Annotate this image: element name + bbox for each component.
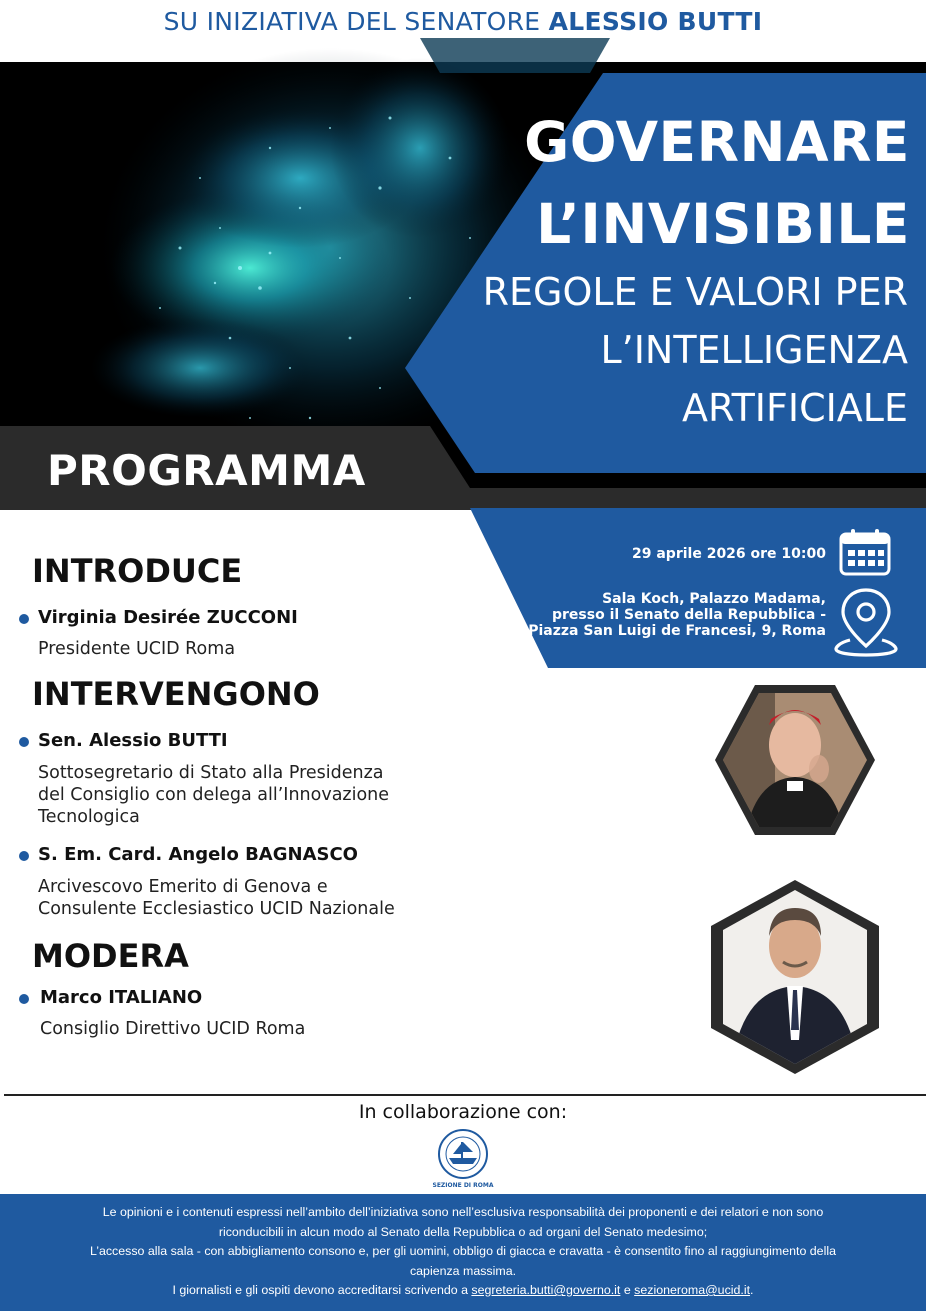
email-link-ucid[interactable]: sezioneroma@ucid.it [634,1283,751,1297]
initiative-line [0,0,926,42]
heading-intervengono: INTERVENGONO [32,675,320,713]
speaker-role-butti-3: Tecnologica [38,807,140,827]
collaboration-label: In collaborazione con: [358,1101,568,1123]
footer-line-5-mid: e [620,1283,635,1297]
portrait-italiano [711,880,879,1074]
bullet-dot-icon [19,614,29,624]
logo-caption: SEZIONE DI ROMA [432,1182,494,1189]
title-line-2: L’INVISIBILE [536,192,910,256]
event-venue-line-1: Sala Koch, Palazzo Madama, [602,591,826,607]
email-link-butti[interactable]: segreteria.butti@governo.it [471,1283,621,1297]
event-venue-line-2: presso il Senato della Repubblica - [552,607,826,623]
bullet-dot-icon [19,994,29,1004]
calendar-icon [838,528,892,578]
speaker-role-bagnasco-1: Arcivescovo Emerito di Genova e [38,877,328,897]
speaker-name-butti: Sen. Alessio BUTTI [38,730,228,751]
program-label: PROGRAMMA [47,446,366,495]
senator-name: ALESSIO BUTTI [548,7,763,36]
footer-line-2: riconducibili in alcun modo al Senato della Repubblica o ad organi del Senato medesimo; [218,1224,708,1239]
bullet-dot-icon [19,851,29,861]
footer-line-5-prefix: I giornalisti e gli ospiti devono accreditarsi scrivendo a [172,1283,472,1297]
speaker-role-butti-1: Sottosegretario di Stato alla Presidenza [38,763,384,783]
event-date: 29 aprile 2026 ore 10:00 [632,546,826,562]
speaker-role-butti-2: del Consiglio con delega all’Innovazione [38,785,390,805]
speaker-role-italiano: Consiglio Direttivo UCID Roma [40,1019,306,1039]
location-pin-icon [832,586,900,658]
footer-line-1: Le opinioni e i contenuti espressi nell’ambito dell’iniziativa sono nell’esclusiva responsabilità dei proponenti e dei relatori e non sono [102,1205,824,1219]
footer-line-3: L’accesso alla sala - con abbigliamento consono e, per gli uomini, obbligo di giacca e cravatta - è consentito fino al raggiungimento della [90,1244,836,1258]
subtitle-line-2: L’INTELLIGENZA [600,328,908,372]
heading-introduce: INTRODUCE [32,552,243,590]
speaker-name-zucconi: Virginia Desirée ZUCCONI [38,607,298,628]
bullet-dot-icon [19,737,29,747]
title-line-1: GOVERNARE [524,110,910,174]
portrait-bagnasco [715,683,875,837]
event-venue-line-3: Piazza San Luigi de Francesi, 9, Roma [528,623,826,639]
subtitle-line-3: ARTIFICIALE [681,386,908,430]
divider [4,1094,926,1096]
initiative-prefix: SU INIZIATIVA DEL SENATORE [163,7,549,36]
heading-modera: MODERA [32,937,189,975]
footer-disclaimer [40,1203,886,1301]
speaker-role-bagnasco-2: Consulente Ecclesiastico UCID Nazionale [38,899,395,919]
footer-line-5-suffix: . [750,1283,754,1297]
speaker-name-italiano: Marco ITALIANO [40,987,203,1008]
speaker-role-zucconi: Presidente UCID Roma [38,639,236,659]
speaker-name-bagnasco: S. Em. Card. Angelo BAGNASCO [38,844,358,865]
footer-line-5 [40,1281,886,1301]
subtitle-line-1: REGOLE E VALORI PER [482,270,908,314]
footer-line-4: capienza massima. [409,1263,517,1278]
